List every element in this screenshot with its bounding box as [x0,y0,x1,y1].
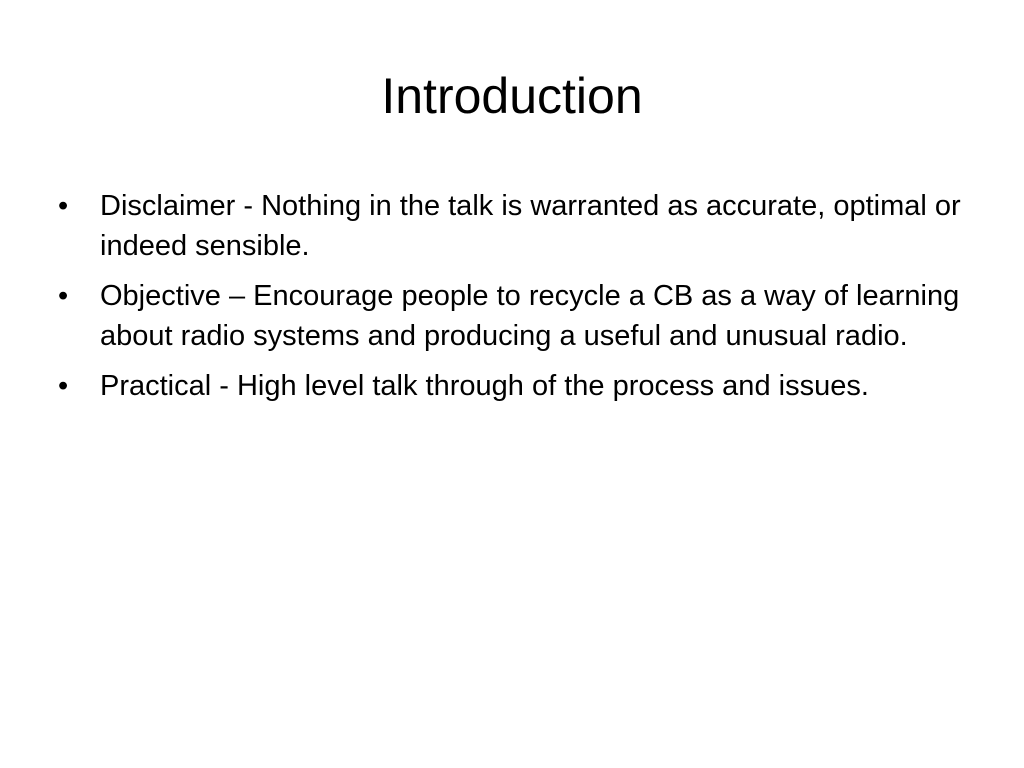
bullet-text: Practical - High level talk through of the process and issues. [100,370,869,402]
bullet-icon: • [58,190,69,222]
bullet-list [58,186,968,416]
bullet-text: Disclaimer - Nothing in the talk is warranted as accurate, optimal or indeed sensible. [100,190,961,262]
bullet-icon: • [58,280,69,312]
bullet-item-disclaimer [58,186,968,266]
bullet-item-objective [58,276,968,356]
bullet-text: Objective – Encourage people to recycle a CB as a way of learning about radio systems and producing a useful and unusual radio. [100,280,960,352]
slide-title: Introduction [381,68,643,124]
bullet-item-practical [58,366,968,406]
bullet-icon: • [58,370,69,402]
